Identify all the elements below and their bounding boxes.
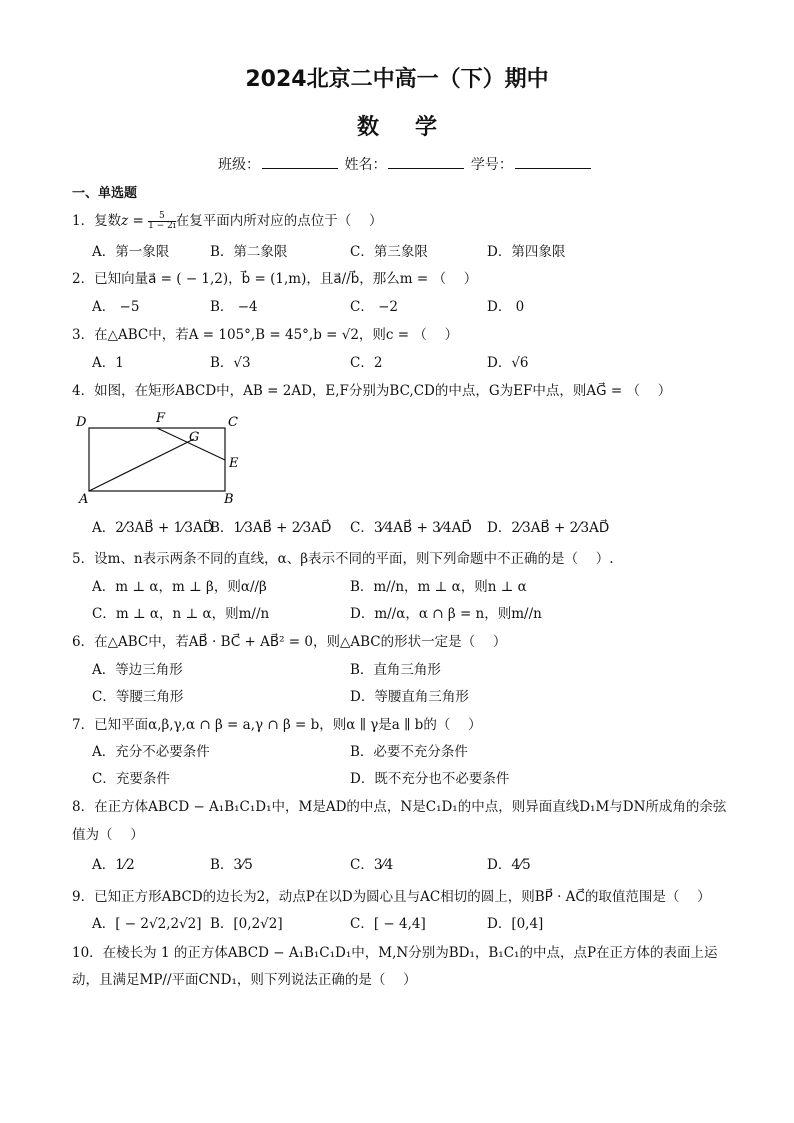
q1-fraction: $\frac{5}{1 - 2i}$ (148, 211, 176, 231)
student-info-line (218, 154, 593, 174)
q4-stem: 4．如图，在矩形ABCD中，AB = 2AD，E,F分别为BC,CD的中点，G为EF中点，则AG⃗ = （ ） (72, 383, 672, 399)
label-d: D (76, 415, 87, 430)
q4-option-b: B．1⁄3AB⃗ + 2⁄3AD⃗ (210, 520, 332, 536)
q4-option-c: C．3⁄4AB⃗ + 3⁄4AD⃗ (350, 520, 472, 536)
q7-option-c: C．充要条件 (92, 771, 170, 787)
q8-option-d: D．4⁄5 (487, 857, 531, 873)
q5-option-c: C．m ⊥ α，n ⊥ α，则m//n (92, 606, 270, 622)
q8-option-b: B．3⁄5 (210, 857, 253, 873)
q3-option-c: C．2 (350, 355, 383, 371)
q5-stem: 5．设m、n表示两条不同的直线，α、β表示不同的平面，则下列命题中不正确的是（ ）. (72, 551, 614, 567)
q3-option-a: A．1 (92, 355, 124, 371)
q9-option-b: B．[0,2√2] (210, 916, 283, 932)
q1-option-a: A．第一象限 (92, 244, 170, 260)
q2-option-c: C． −2 (350, 299, 399, 315)
q9-option-a: A．[ − 2√2,2√2] (92, 916, 202, 932)
q7-option-d: D．既不充分也不必要条件 (350, 771, 510, 787)
label-e: E (229, 456, 239, 471)
name-blank[interactable] (388, 156, 464, 169)
q3-option-b: B．√3 (210, 355, 251, 371)
label-c: C (228, 415, 238, 430)
q9-stem: 9．已知正方形ABCD的边长为2，动点P在以D为圆心且与AC相切的圆上，则BP⃗ · AC⃗的取值范围是（ ） (72, 889, 711, 905)
id-label: 学号： (470, 157, 513, 173)
id-blank[interactable] (515, 156, 591, 169)
name-label: 姓名： (344, 157, 387, 173)
rectangle-figure (72, 408, 252, 508)
q6-option-d: D．等腰直角三角形 (350, 689, 469, 705)
q3-stem: 3．在△ABC中，若A = 105°,B = 45°,b = √2，则c = （ ） (72, 327, 459, 343)
class-label: 班级： (218, 157, 260, 173)
q6-option-b: B．直角三角形 (350, 662, 441, 678)
q2-option-b: B． −4 (210, 299, 258, 315)
label-a: A (79, 492, 89, 507)
label-f: F (156, 411, 166, 426)
q8-option-a: A．1⁄2 (92, 857, 135, 873)
q6-stem: 6．在△ABC中，若AB⃗ · BC⃗ + AB⃗² = 0，则△ABC的形状一定是（ ） (72, 634, 507, 650)
q5-option-d: D．m//α，α ∩ β = n，则m//n (350, 606, 542, 622)
q1-option-d: D．第四象限 (487, 244, 566, 260)
q1-option-c: C．第三象限 (350, 244, 428, 260)
q1-stem: 1．复数z = $\frac{5}{1 - 2i}$ 在复平面内所对应的点位于（ ） (72, 211, 383, 231)
q8-stem-line2: 值为（ ） (72, 827, 144, 843)
q8-option-c: C．3⁄4 (350, 857, 394, 873)
q7-option-a: A．充分不必要条件 (92, 744, 210, 760)
q10-stem-line1: 10．在棱长为 1 的正方体ABCD − A₁B₁C₁D₁中，M,N分别为BD₁，B₁C₁的中点，点P在正方体的表面上运 (72, 945, 718, 961)
q7-option-b: B．必要不充分条件 (350, 744, 468, 760)
exam-title: 2024北京二中高一（下）期中 (245, 67, 549, 92)
q8-stem-line1: 8．在正方体ABCD − A₁B₁C₁D₁中，M是AD的中点，N是C₁D₁的中点，则异面直线D₁M与DN所成角的余弦 (72, 799, 727, 815)
section-heading: 一、单选题 (72, 186, 138, 201)
q3-option-d: D．√6 (487, 355, 529, 371)
subject-title: 数学 (356, 115, 473, 140)
label-g: G (189, 430, 200, 445)
q9-option-c: C．[ − 4,4] (350, 916, 426, 932)
q1-option-b: B．第二象限 (210, 244, 288, 260)
class-blank[interactable] (262, 156, 338, 169)
q2-option-d: D． 0 (487, 299, 525, 315)
q2-option-a: A． −5 (92, 299, 140, 315)
label-b: B (224, 492, 234, 507)
q4-option-d: D．2⁄3AB⃗ + 2⁄3AD⃗ (487, 520, 610, 536)
q10-stem-line2: 动，且满足MP//平面CND₁，则下列说法正确的是（ ） (72, 972, 417, 988)
q5-option-a: A．m ⊥ α，m ⊥ β，则α//β (92, 579, 267, 595)
q4-option-a: A．2⁄3AB⃗ + 1⁄3AD⃗ (92, 520, 214, 536)
q7-stem: 7．已知平面α,β,γ,α ∩ β = a,γ ∩ β = b，则α ∥ γ是a ∥ b的（ ） (72, 717, 482, 733)
q2-stem: 2．已知向量a⃗ = ( − 1,2)，b⃗ = (1,m)，且a⃗//b⃗，那么m = （ ） (72, 271, 478, 287)
q9-option-d: D．[0,4] (487, 916, 544, 932)
q5-option-b: B．m//n，m ⊥ α，则n ⊥ α (350, 579, 527, 595)
q6-option-c: C．等腰三角形 (92, 689, 184, 705)
q6-option-a: A．等边三角形 (92, 662, 183, 678)
